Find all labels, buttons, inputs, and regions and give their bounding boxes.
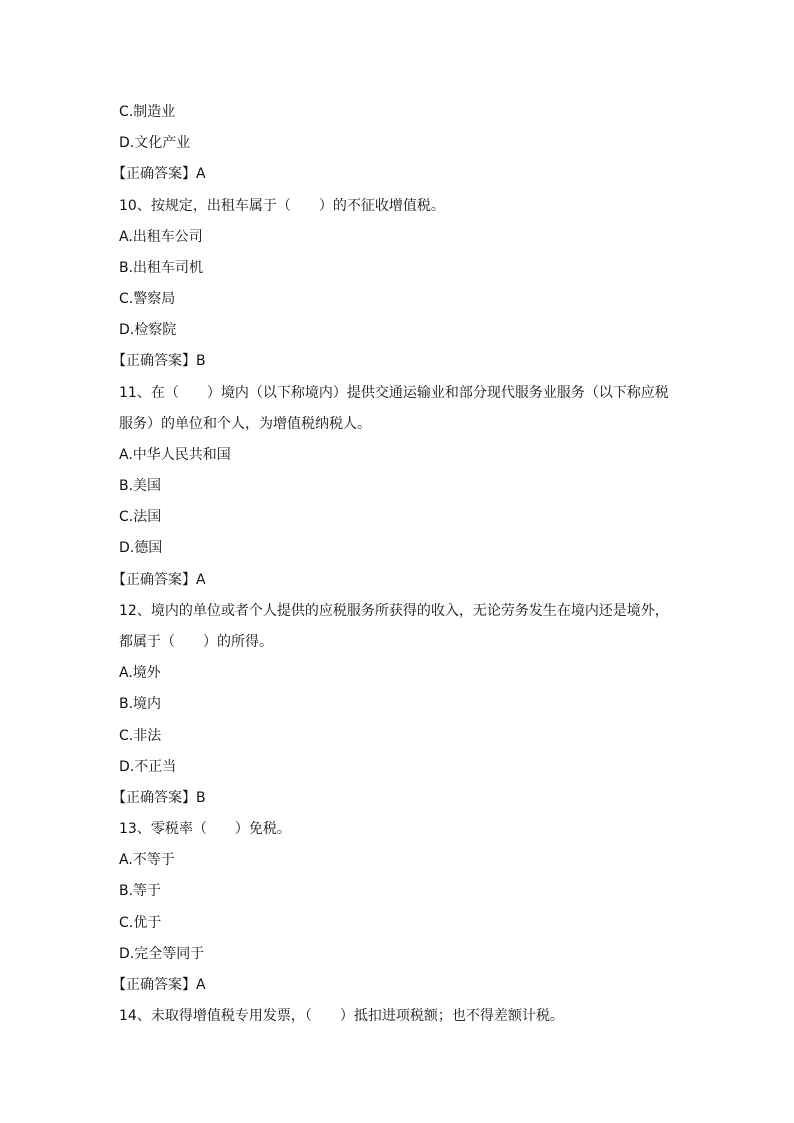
option-line: C.优于 (119, 915, 162, 931)
option-line: D.德国 (119, 540, 163, 556)
option-line: A.中华人民共和国 (119, 447, 231, 463)
option-line: D.文化产业 (119, 135, 191, 151)
option-line: C.非法 (119, 728, 162, 744)
option-line: C.法国 (119, 509, 162, 525)
question-line: 14、未取得增值税专用发票，（ ）抵扣进项税额；也不得差额计税。 (119, 1008, 564, 1024)
question-line: 都属于（ ）的所得。 (119, 634, 273, 650)
option-line: A.不等于 (119, 852, 175, 868)
answer-line: 【正确答案】A (112, 977, 206, 993)
answer-line: 【正确答案】B (112, 790, 206, 806)
option-line: A.境外 (119, 665, 161, 681)
option-line: B.出租车司机 (119, 260, 204, 276)
answer-line: 【正确答案】B (112, 353, 206, 369)
option-line: D.不正当 (119, 759, 177, 775)
option-line: C.警察局 (119, 291, 176, 307)
answer-line: 【正确答案】A (112, 166, 206, 182)
option-line: A.出租车公司 (119, 229, 203, 245)
option-line: D.完全等同于 (119, 946, 205, 962)
option-line: C.制造业 (119, 104, 176, 120)
answer-line: 【正确答案】A (112, 572, 206, 588)
question-line: 11、在（ ）境内（以下称境内）提供交通运输业和部分现代服务业服务（以下称应税 (119, 385, 669, 401)
question-line: 12、境内的单位或者个人提供的应税服务所获得的收入，无论劳务发生在境内还是境外， (119, 603, 669, 619)
option-line: D.检察院 (119, 322, 177, 338)
question-line: 13、零税率（ ）免税。 (119, 821, 291, 837)
option-line: B.等于 (119, 883, 162, 899)
option-line: B.境内 (119, 696, 162, 712)
question-line: 服务）的单位和个人，为增值税纳税人。 (119, 416, 371, 432)
option-line: B.美国 (119, 478, 162, 494)
question-line: 10、按规定，出租车属于（ ）的不征收增值税。 (119, 198, 445, 214)
